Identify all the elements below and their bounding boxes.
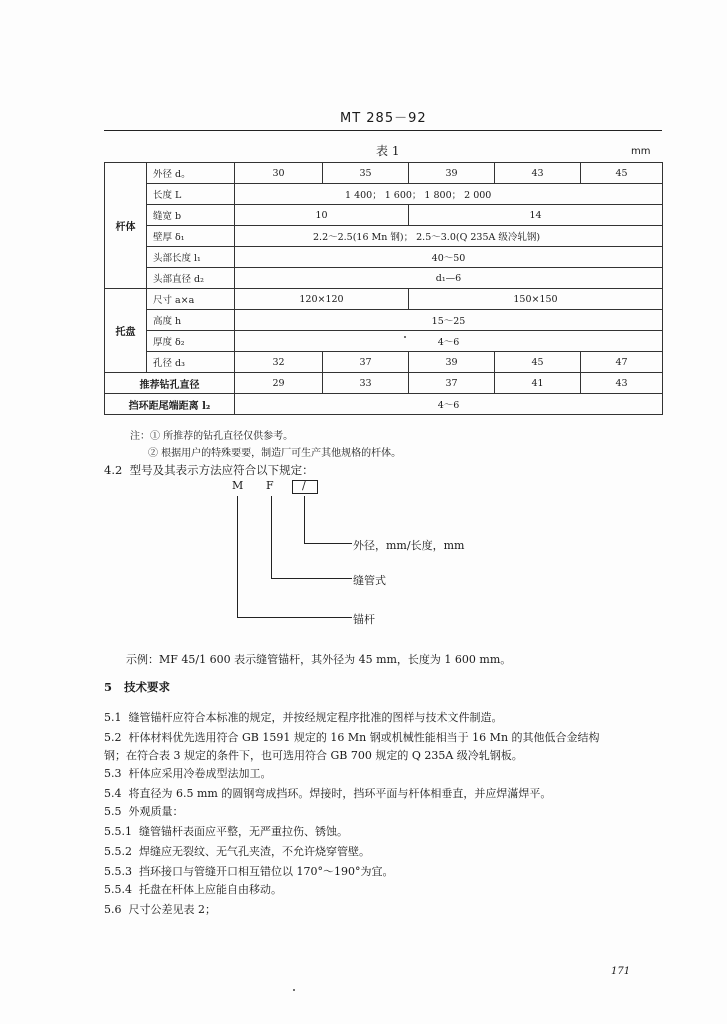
clause-text: 杆体应采用冷卷成型法加工。 — [128, 767, 272, 780]
table-cell: 43 — [581, 373, 663, 394]
table-row — [105, 226, 663, 247]
row-label: 挡环距尾端距离 l₂ — [105, 394, 235, 415]
row-label: 厚度 δ₂ — [147, 331, 235, 352]
row-label: 头部长度 l₁ — [147, 247, 235, 268]
table-row — [105, 247, 663, 268]
header-rule — [104, 130, 662, 131]
table-cell: 150×150 — [409, 289, 663, 310]
table-cell: 33 — [323, 373, 409, 394]
row-label: 壁厚 δ₁ — [147, 226, 235, 247]
clause-number: 5.5.3 — [104, 865, 132, 878]
table-cell: 39 — [409, 163, 495, 184]
clause-number: 5.1 — [104, 711, 122, 724]
table-cell: d₁—6 — [235, 268, 663, 289]
section-5-heading — [104, 679, 170, 695]
table-cell: 37 — [323, 352, 409, 373]
table-cell: 40～50 — [235, 247, 663, 268]
clause-5-2 — [104, 729, 600, 745]
table-cell: 1 400； 1 600； 1 800； 2 000 — [235, 184, 663, 205]
clause-number: 5.6 — [104, 903, 122, 916]
clause-number: 5.5.1 — [104, 825, 132, 838]
code-box — [292, 480, 318, 494]
label-type: 缝管式 — [353, 574, 386, 587]
clause-number: 5.5.2 — [104, 845, 132, 858]
table-cell: 14 — [409, 205, 663, 226]
clause-text: 托盘在杆体上应能自由移动。 — [139, 883, 282, 896]
clause-number: 5.3 — [104, 767, 122, 780]
clause-5-3 — [104, 765, 272, 781]
code-letter-m: M — [232, 479, 244, 492]
page-number: 171 — [611, 966, 631, 977]
row-label: 外径 d。 — [147, 163, 235, 184]
table-cell: 37 — [409, 373, 495, 394]
clause-text: 杆体材料优先选用符合 GB 1591 规定的 16 Mn 钢或机械性能相当于 16 Mn 的其他低合金结构 — [128, 731, 600, 744]
clause-text: 缝管锚杆表面应平整，无严重拉伤、锈蚀。 — [139, 825, 348, 838]
row-label: 高度 h — [147, 310, 235, 331]
table-row — [105, 163, 663, 184]
table-cell: 30 — [235, 163, 323, 184]
section-number: 4.2 — [104, 463, 123, 477]
wall-thickness-b: 2.5～3.0(Q 235A 级冷轧钢) — [416, 232, 541, 243]
clause-5-5-1 — [104, 823, 348, 839]
table-cell: 45 — [495, 352, 581, 373]
table-cell: 10 — [235, 205, 409, 226]
row-label: 推荐钻孔直径 — [105, 373, 235, 394]
clause-text: 将直径为 6.5 mm 的圆钢弯成挡环。焊接时，挡环平面与杆体相垂直，并应焊滿焊平。 — [128, 787, 552, 800]
clause-number: 5.2 — [104, 731, 122, 744]
leader-line-size — [304, 496, 305, 543]
table-cell: 4～6 — [235, 331, 663, 352]
code-box-mark: / — [302, 479, 306, 492]
leader-line-m — [237, 496, 238, 617]
standard-code: MT 285－92 — [340, 111, 427, 126]
clause-number: 5.5 — [104, 805, 122, 818]
clause-5-5-2 — [104, 843, 370, 859]
table-row — [105, 352, 663, 373]
table-cell: 29 — [235, 373, 323, 394]
clause-5-5-4 — [104, 881, 282, 897]
note-1-text: ① 所推荐的钻孔直径仅供参考。 — [150, 431, 294, 442]
clause-number: 5.4 — [104, 787, 122, 800]
leader-line-f — [271, 496, 272, 578]
table-row — [105, 268, 663, 289]
table-caption: 表 1 — [376, 144, 400, 158]
note-1 — [130, 427, 293, 442]
section-title: 技术要求 — [124, 680, 171, 694]
row-label: 头部直径 d₂ — [147, 268, 235, 289]
leader-h-type — [271, 578, 352, 579]
table-cell: 43 — [495, 163, 581, 184]
clause-5-4 — [104, 785, 551, 801]
clause-text: 钢；在符合表 3 规定的条件下，也可选用符合 GB 700 规定的 Q 235A 级冷轧钢板。 — [104, 749, 523, 762]
table-row — [105, 205, 663, 226]
clause-text: 尺寸公差见表 2； — [128, 903, 216, 916]
scan-speck — [404, 336, 406, 338]
group-tray: 托盘 — [105, 289, 147, 373]
table-row — [105, 310, 663, 331]
section-number: 5 — [104, 680, 113, 694]
example-text: 示例：MF 45/1 600 表示缝管锚杆，其外径为 45 mm，长度为 1 600 mm。 — [126, 653, 512, 666]
clause-5-5-3 — [104, 863, 394, 879]
table-row — [105, 373, 663, 394]
wall-thickness-a: 2.2～2.5(16 Mn 钢)； — [313, 232, 414, 243]
table-row — [105, 184, 663, 205]
row-label: 长度 L — [147, 184, 235, 205]
table-cell: 32 — [235, 352, 323, 373]
table-cell: 120×120 — [235, 289, 409, 310]
code-letter-f: F — [266, 479, 274, 492]
table-row — [105, 394, 663, 415]
clause-text: 外观质量： — [128, 805, 184, 818]
group-rod: 杆体 — [105, 163, 147, 289]
table-row — [105, 289, 663, 310]
clause-5-6 — [104, 901, 216, 917]
table-cell: 39 — [409, 352, 495, 373]
clause-number: 5.5.4 — [104, 883, 132, 896]
note-prefix: 注： — [130, 431, 150, 442]
clause-text: 焊缝应无裂纹、无气孔夹渣，不允许烧穿管壁。 — [139, 845, 370, 858]
clause-text: 缝管锚杆应符合本标准的规定，并按经规定程序批准的图样与技术文件制造。 — [128, 711, 503, 724]
section-4-2 — [104, 462, 314, 478]
table-cell: 45 — [581, 163, 663, 184]
clause-5-1 — [104, 709, 503, 725]
table-cell: 35 — [323, 163, 409, 184]
table-unit: mm — [631, 146, 651, 157]
label-name: 锚杆 — [353, 613, 375, 626]
table-cell: 15～25 — [235, 310, 663, 331]
scan-speck — [293, 989, 295, 991]
row-label: 尺寸 a×a — [147, 289, 235, 310]
table-cell: 47 — [581, 352, 663, 373]
section-text: 型号及其表示方法应符合以下规定： — [129, 463, 314, 477]
table-cell — [235, 226, 663, 247]
leader-h-size — [304, 543, 352, 544]
spec-table — [104, 162, 663, 415]
row-label: 孔径 d₃ — [147, 352, 235, 373]
label-size: 外径，mm/长度，mm — [353, 539, 465, 552]
table-cell: 4～6 — [235, 394, 663, 415]
clause-5-2-cont — [104, 747, 523, 763]
table-cell: 41 — [495, 373, 581, 394]
table-row — [105, 331, 663, 352]
row-label: 缝宽 b — [147, 205, 235, 226]
clause-text: 挡环接口与管缝开口相互错位以 170°～190°为宜。 — [139, 865, 394, 878]
leader-h-name — [237, 617, 352, 618]
note-2: ② 根据用户的特殊要要，制造厂可生产其他规格的杆体。 — [148, 448, 402, 459]
clause-5-5 — [104, 803, 184, 819]
